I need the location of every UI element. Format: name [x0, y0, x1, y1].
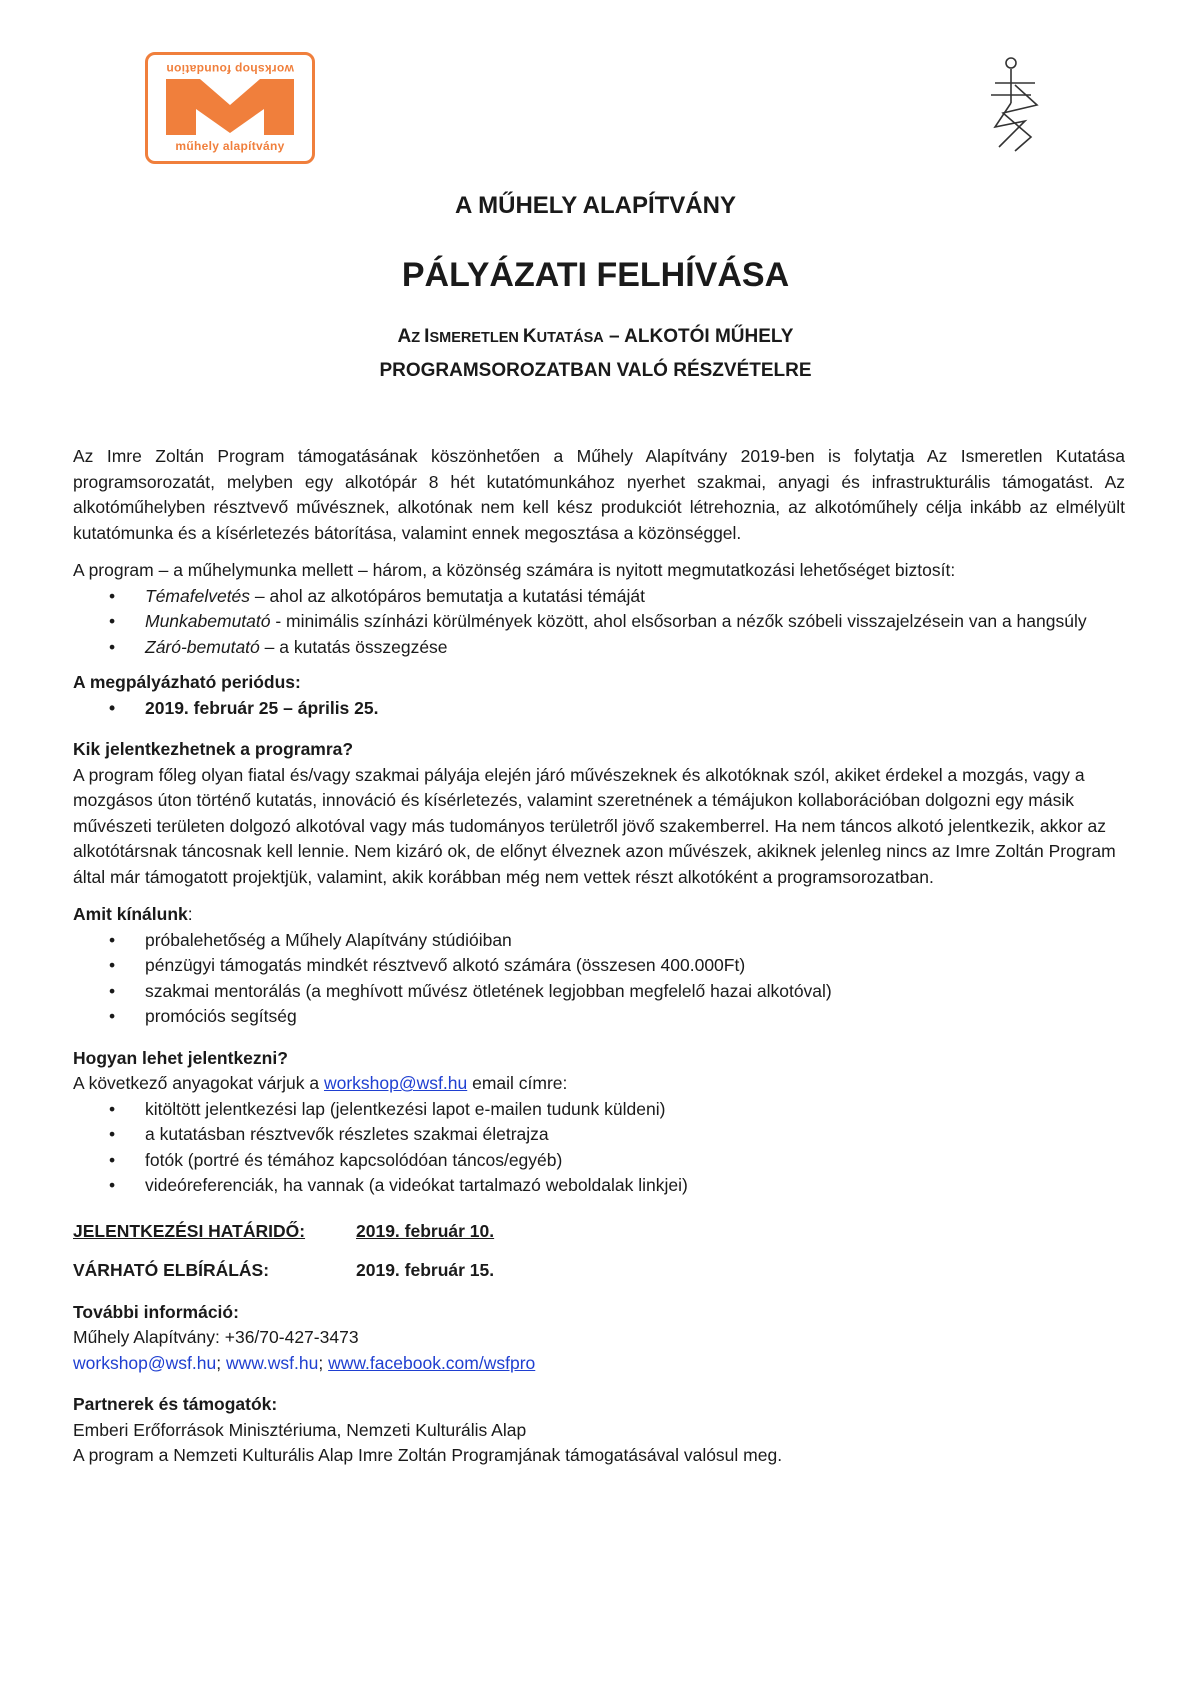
evaluation-row: [73, 1258, 1125, 1284]
program-lead: A program – a műhelymunka mellett – három, a közönség számára is nyitott megmutatkozási lehetőséget biztosít:: [73, 560, 956, 580]
title-foundation: A MŰHELY ALAPÍTVÁNY: [455, 192, 736, 219]
apply-lead: A következő anyagokat várjuk a workshop@wsf.hu email címre:: [73, 1073, 568, 1093]
list-item: • videóreferenciák, ha vannak (a videókat tartalmazó weboldalak linkjei): [73, 1173, 1125, 1199]
who-paragraph: A program főleg olyan fiatal és/vagy szakmai pályája elején járó művészeknek és alkotóknak szól, akiket érdekel a mozgás, vagy a mozgásos úton történő kutatás, innováció és kísérletezés, valamint szeretnének a témájukon kollaborációban dolgozni egy másik művészeti területen dolgozó alkotóval vagy más tudományos területről jövő szakemberrel. Ha nem táncos alkotó jelentkezik, akkor az alkotótársnak táncosnak kell lennie. Nem kizáró ok, de előnyt élveznek azon művészek, akiknek jelenleg nincs az Imre Zoltán Program által már támogatott projektjük, valamint, akik korábban még nem vettek részt alkotóként a programsorozatban.: [73, 764, 1116, 887]
list-item: • fotók (portré és témához kapcsolódóan táncos/egyéb): [73, 1148, 1125, 1174]
deadline-label: JELENTKEZÉSI HATÁRIDŐ:: [73, 1220, 306, 1241]
list-item: • a kutatásban résztvevők részletes szakmai életrajza: [73, 1122, 1125, 1148]
logo-bottom-text: műhely alapítvány: [175, 139, 285, 153]
title-participation: PROGRAMSOROZATBAN VALÓ RÉSZVÉTELRE: [379, 360, 812, 381]
intro-paragraph: Az Imre Zoltán Program támogatásának köszönhetően a Műhely Alapítvány 2019-ben is folytatja Az Ismeretlen Kutatása programsorozatát, melyben egy alkotópár 8 hét kutatómunkához nyerhet szakmai, anyagi és infrastrukturális támogatást. Az alkotóműhelyben résztvevő művésznek, alkotónak nem kell kész produkciót létrehoznia, az alkotóműhely célja inkább az elmélyült kutatómunka és a kísérletezés bátorítása, valamint ennek megosztása a közönséggel.: [73, 446, 1125, 543]
info-site-link[interactable]: www.wsf.hu: [225, 1352, 319, 1373]
logo-m-icon: [166, 79, 294, 135]
email-link[interactable]: workshop@wsf.hu: [323, 1073, 468, 1093]
offer-heading: Amit kínálunk:: [73, 904, 193, 924]
apply-list: [73, 1097, 1125, 1199]
info-facebook-link[interactable]: www.facebook.com/wsfpro: [328, 1352, 536, 1373]
info-heading: További információ:: [73, 1301, 239, 1322]
list-item: • Munkabemutató - minimális színházi körülmények között, ahol elsősorban a nézők szóbeli visszajelzésein van a hangsúly: [73, 609, 1125, 635]
who-heading: Kik jelentkezhetnek a programra?: [73, 739, 354, 759]
partners-heading: Partnerek és támogatók:: [73, 1394, 278, 1414]
title-program: AZ ISMERETLEN KUTATÁSA – ALKOTÓI MŰHELY: [397, 326, 794, 347]
info-email-link[interactable]: workshop@wsf.hu: [73, 1352, 217, 1373]
period-list: [73, 696, 1125, 722]
list-item: • próbalehetőség a Műhely Alapítvány stúdióiban: [73, 928, 1125, 954]
list-item: • szakmai mentorálás (a meghívott művész ötletének legjobban megfelelő hazai alkotóval): [73, 979, 1125, 1005]
deadline-value: 2019. február 10.: [356, 1220, 495, 1241]
list-item: • 2019. február 25 – április 25.: [73, 696, 1125, 722]
evaluation-label: VÁRHATÓ ELBÍRÁLÁS:: [73, 1260, 270, 1280]
partners-line2: A program a Nemzeti Kulturális Alap Imre Zoltán Programjának támogatásával valósul meg.: [73, 1445, 783, 1465]
info-links: workshop@wsf.hu; www.wsf.hu; www.facebook.com/wsfpro: [73, 1352, 536, 1373]
offer-list: [73, 928, 1125, 1030]
list-item: • promóciós segítség: [73, 1004, 1125, 1030]
list-item: • pénzügyi támogatás mindkét résztvevő alkotó számára (összesen 400.000Ft): [73, 953, 1125, 979]
program-list: [73, 584, 1125, 661]
dancer-figure-icon: [985, 55, 1045, 155]
deadline-row: [73, 1219, 1125, 1245]
list-item: • kitöltött jelentkezési lap (jelentkezési lapot e-mailen tudunk küldeni): [73, 1097, 1125, 1123]
document-body: [73, 444, 1125, 1469]
logo-top-text: workshop foundation: [166, 62, 294, 76]
partners-line1: Emberi Erőforrások Minisztériuma, Nemzeti Kulturális Alap: [73, 1419, 527, 1440]
list-item: • Témafelvetés – ahol az alkotópáros bemutatja a kutatási témáját: [73, 584, 1125, 610]
period-heading: A megpályázható periódus:: [73, 672, 301, 692]
list-item: • Záró-bemutató – a kutatás összegzése: [73, 635, 1125, 661]
apply-heading: Hogyan lehet jelentkezni?: [73, 1047, 288, 1068]
title-call: PÁLYÁZATI FELHÍVÁSA: [401, 256, 790, 294]
info-phone: Műhely Alapítvány: +36/70-427-3473: [73, 1327, 359, 1347]
muhely-logo: [145, 52, 315, 164]
evaluation-value: 2019. február 15.: [356, 1260, 495, 1280]
